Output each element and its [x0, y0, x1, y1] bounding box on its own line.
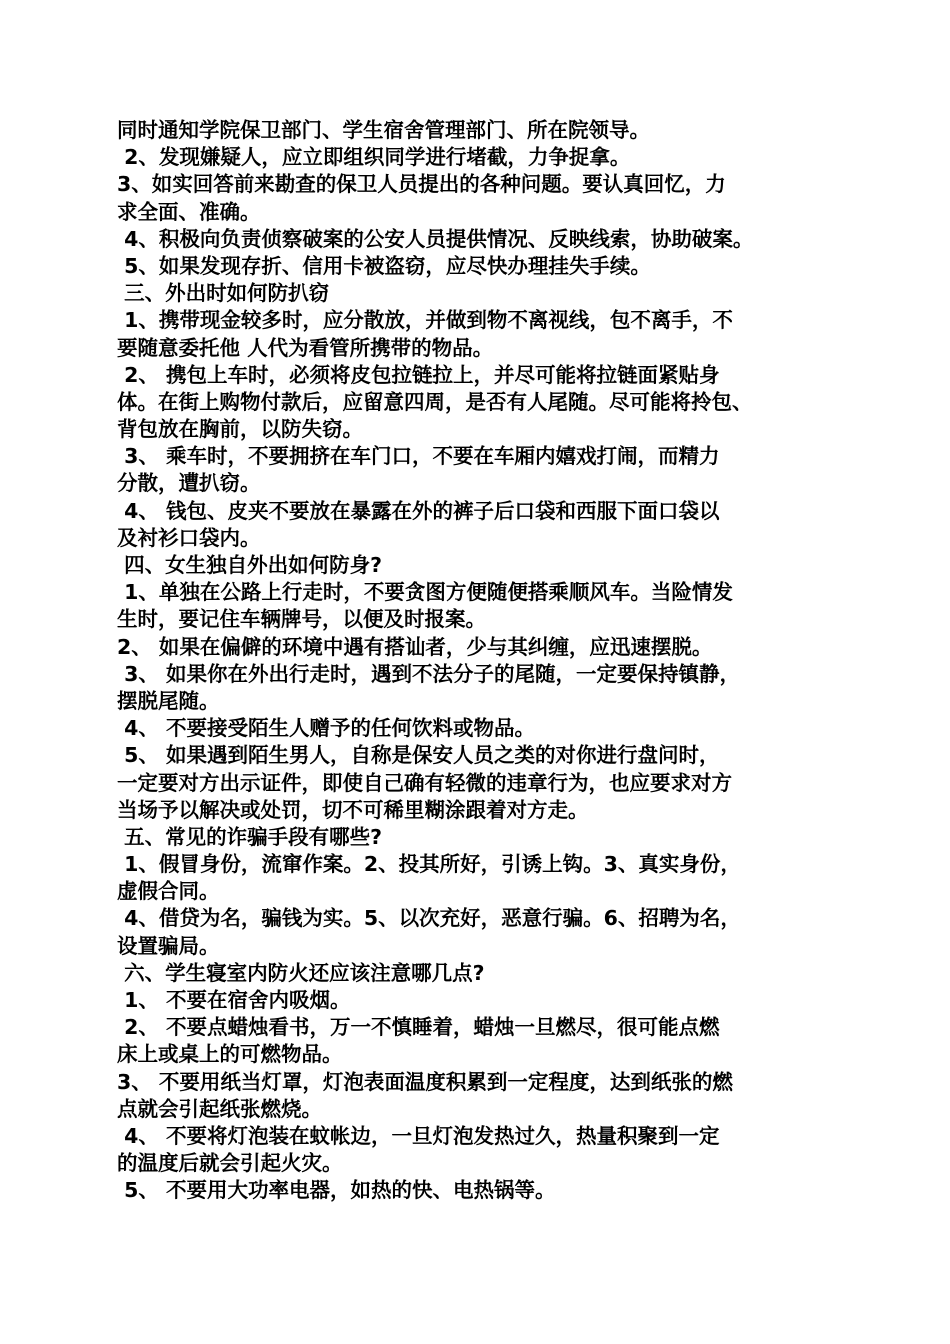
text-line: 同时通知学院保卫部门、学生宿舍管理部门、所在院领导。: [117, 118, 650, 142]
text-line: 2、 携包上车时，必须将皮包拉链拉上，并尽可能将拉链面紧贴身: [117, 362, 720, 387]
text-line: 3、如实回答前来勘查的保卫人员提出的各种问题。要认真回忆，力: [117, 172, 726, 197]
text-line: 一定要对方出示证件，即使自己确有轻微的违章行为，也应要求对方: [117, 770, 732, 795]
text-line: 虚假合同。: [117, 879, 220, 904]
text-line: 4、借贷为名，骗钱为实。5、以次充好，恶意行骗。6、招聘为名，: [117, 906, 741, 931]
text-line: 3、 如果你在外出行走时，遇到不法分子的尾随，一定要保持镇静，: [117, 661, 741, 686]
text-line: 3、 不要用纸当灯罩，灯泡表面温度积累到一定程度，达到纸张的燃: [117, 1069, 733, 1094]
text-line: 的温度后就会引起火灾。: [117, 1151, 343, 1176]
text-line: 摆脱尾随。: [117, 688, 220, 713]
text-line: 当场予以解决或处罚，切不可稀里糊涂跟着对方走。: [117, 797, 589, 822]
text-line: 1、携带现金较多时，应分散放，并做到物不离视线，包不离手，不: [117, 308, 733, 333]
text-line: 求全面、准确。: [117, 199, 261, 224]
text-line: 2、 不要点蜡烛看书，万一不慎睡着，蜡烛一旦燃尽，很可能点燃: [117, 1015, 720, 1040]
text-line: 分散，遭扒窃。: [117, 471, 261, 496]
text-line: 5、 如果遇到陌生男人，自称是保安人员之类的对你进行盘问时，: [117, 743, 720, 768]
text-line: 3、 乘车时，不要拥挤在车门口，不要在车厢内嬉戏打闹，而精力: [117, 444, 720, 469]
text-line: 六、学生寝室内防火还应该注意哪几点?: [117, 960, 485, 985]
text-line: 4、 钱包、皮夹不要放在暴露在外的裤子后口袋和西服下面口袋以: [117, 498, 720, 523]
text-line: 生时，要记住车辆牌号，以便及时报案。: [117, 607, 486, 632]
text-line: 1、单独在公路上行走时，不要贪图方便随便搭乘顺风车。当险情发: [117, 580, 733, 605]
text-line: 五、常见的诈骗手段有哪些?: [117, 824, 383, 849]
text-line: 5、 不要用大功率电器，如热的快、电热锅等。: [117, 1178, 556, 1203]
text-line: 2、 如果在偏僻的环境中遇有搭讪者，少与其纠缠，应迅速摆脱。: [117, 634, 713, 659]
text-line: 4、 不要接受陌生人赠予的任何饮料或物品。: [117, 716, 536, 741]
text-line: 及衬衫口袋内。: [117, 525, 261, 550]
text-line: 点就会引起纸张燃烧。: [117, 1096, 322, 1121]
text-line: 设置骗局。: [117, 933, 220, 958]
text-line: 要随意委托他 人代为看管所携带的物品。: [117, 335, 494, 360]
text-line: 三、外出时如何防扒窃: [117, 281, 330, 306]
text-line: 1、假冒身份，流窜作案。2、投其所好，引诱上钩。3、真实身份，: [117, 852, 741, 877]
document-body: [117, 117, 842, 1205]
text-line: 5、如果发现存折、信用卡被盗窃，应尽快办理挂失手续。: [117, 253, 651, 278]
text-line: 体。在街上购物付款后，应留意四周，是否有人尾随。尽可能将拎包、: [117, 389, 753, 414]
text-line: 2、发现嫌疑人，应立即组织同学进行堵截，力争捉拿。: [117, 145, 631, 170]
text-line: 4、 不要将灯泡装在蚊帐边，一旦灯泡发热过久，热量积聚到一定: [117, 1123, 720, 1148]
text-line: 床上或桌上的可燃物品。: [117, 1042, 343, 1067]
text-line: 四、女生独自外出如何防身?: [117, 553, 383, 577]
text-line: 4、积极向负责侦察破案的公安人员提供情况、反映线索，协助破案。: [117, 226, 754, 251]
text-line: 背包放在胸前，以防失窃。: [117, 417, 363, 442]
text-line: 1、 不要在宿舍内吸烟。: [117, 988, 351, 1012]
